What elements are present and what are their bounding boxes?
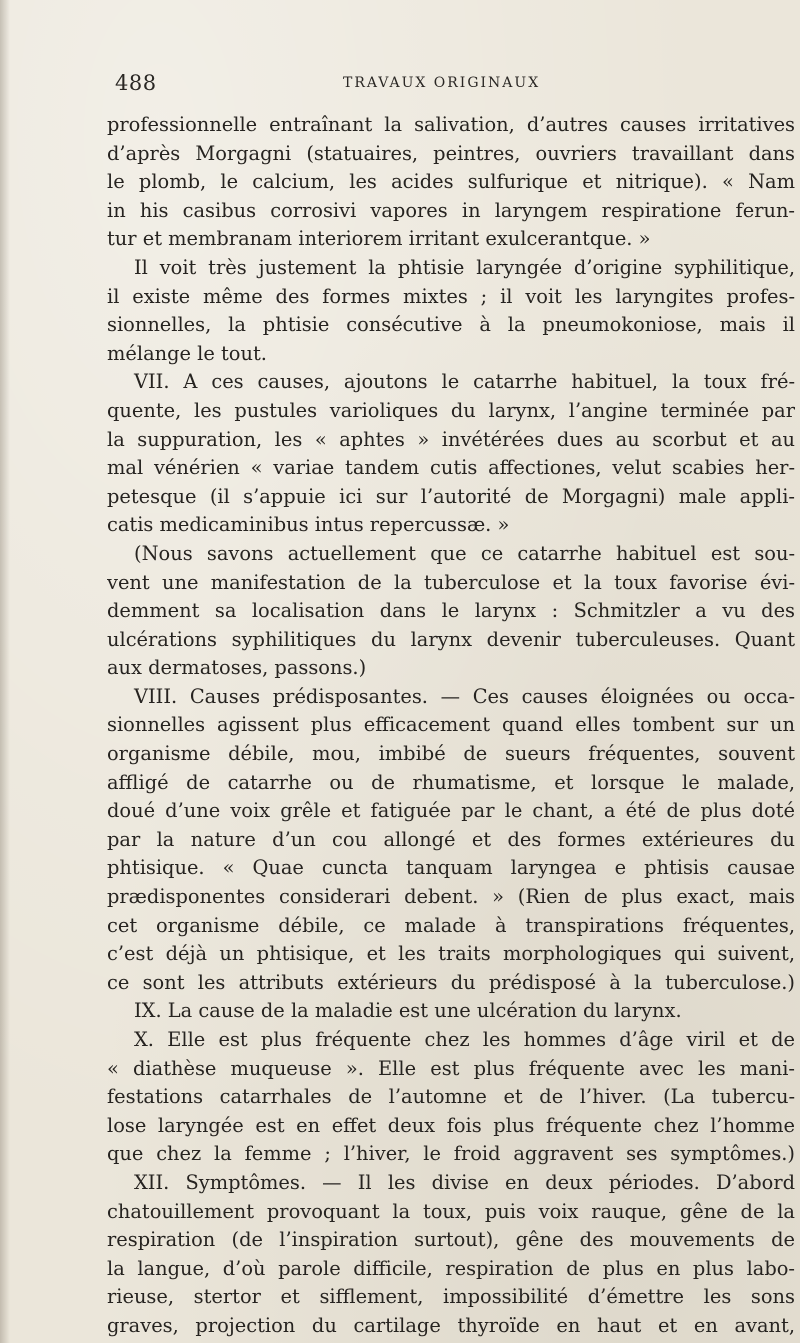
text-line: [107, 368, 795, 397]
text-line: [107, 826, 795, 855]
text-segment: la suppuration, les « aphtes » invétérées dues au scorbut et au: [107, 427, 795, 451]
text-line: [107, 540, 795, 569]
text-line: [107, 454, 795, 483]
text-segment: catis medicaminibus intus repercussæ. »: [107, 513, 510, 537]
text-segment: cet organisme débile, ce malade à transpirations fréquentes,: [107, 913, 795, 937]
text-line: [107, 1283, 795, 1312]
text-line: [107, 883, 795, 912]
text-line: [107, 940, 795, 969]
text-segment: que chez la femme ; l’hiver, le froid aggravent ses symptômes.): [107, 1142, 795, 1166]
text-segment: il existe même des formes mixtes ; il voit les laryngites profes-: [107, 284, 795, 308]
text-line: [107, 1140, 795, 1169]
text-line: [107, 1026, 795, 1055]
text-segment: prædisponentes considerari debent. » (Rien de plus exact, mais: [107, 885, 795, 909]
text-segment: tur et membranam interiorem irritant exulcerantque. »: [107, 227, 651, 251]
text-segment: vent une manifestation de la tuberculose et la toux favorise évi-: [107, 570, 795, 594]
text-segment: par la nature d’un cou allongé et des formes extérieures du: [107, 827, 795, 851]
text-line: [107, 597, 795, 626]
text-segment: affligé de catarrhe ou de rhumatisme, et lorsque le malade,: [107, 770, 795, 794]
text-segment: (Nous savons actuellement que ce catarrhe habituel est sou-: [134, 541, 795, 565]
running-title: TRAVAUX ORIGINAUX: [343, 75, 541, 91]
italic-text: Symptômes.: [185, 1170, 306, 1194]
text-segment: rieuse, stertor et sifflement, impossibilité d’émettre les sons: [107, 1285, 795, 1309]
text-line: [107, 168, 795, 197]
text-line: [107, 311, 795, 340]
text-segment: demment sa localisation dans le larynx : Schmitzler a vu des: [107, 599, 795, 623]
text-line: [107, 626, 795, 655]
italic-text: catarrhe habituel, la toux fré-: [473, 370, 795, 394]
text-segment: organisme débile, mou, imbibé de sueurs fréquentes, souvent: [107, 742, 795, 766]
text-segment: in his casibus corrosivi vapores in laryngem respiratione ferun-: [107, 198, 795, 222]
text-line: [107, 426, 795, 455]
text-line: [107, 1312, 795, 1341]
text-line: [107, 483, 795, 512]
text-line: [107, 769, 795, 798]
text-line: [107, 969, 795, 998]
body-text: [107, 111, 795, 1341]
text-line: [107, 511, 795, 540]
text-line: [107, 740, 795, 769]
text-line: [107, 140, 795, 169]
text-segment: X. Elle est plus fréquente chez les hommes d’âge viril et de: [134, 1028, 795, 1051]
text-line: [107, 1055, 795, 1084]
text-segment: professionnelle entraînant la salivation, d’autres causes irritatives: [107, 113, 795, 136]
text-segment: c’est: [107, 942, 166, 966]
text-line: [107, 654, 795, 683]
text-segment: — Il les divise en deux périodes. D’abord: [305, 1170, 795, 1194]
text-segment: IX. La cause de la maladie est une ulcération du larynx.: [134, 999, 682, 1023]
text-line: [107, 912, 795, 941]
text-segment: sionnelles, la phtisie consécutive à la pneumokoniose, mais il: [107, 313, 795, 337]
text-line: [107, 197, 795, 226]
text-segment: un phtisique, et les traits morphologiques qui suivent,: [207, 942, 795, 966]
text-segment: graves, projection du cartilage thyroïde en haut et en avant,: [107, 1313, 795, 1337]
text-segment: aux dermatoses, passons.): [107, 656, 367, 680]
text-segment: VII. A ces causes, ajoutons le: [134, 370, 474, 394]
text-line: [107, 340, 795, 369]
text-segment: sionnelles agissent plus efficacement quand elles tombent sur un: [107, 713, 795, 737]
text-line: [107, 111, 795, 140]
text-line: [107, 254, 795, 283]
text-segment: petesque (il s’appuie ici sur l’autorité de Morgagni) male appli-: [107, 484, 795, 508]
text-segment: ulcérations syphilitiques du larynx devenir tuberculeuses. Quant: [107, 627, 795, 651]
text-segment: — Ces causes éloignées ou occa-: [427, 684, 795, 708]
text-segment: les pustules varioliques du larynx, l’angine terminée par: [181, 398, 795, 422]
text-segment: chatouillement provoquant la toux, puis voix rauque, gêne de la: [107, 1199, 795, 1223]
text-segment: XII.: [134, 1170, 186, 1194]
page-edge-shadow: [0, 0, 10, 1343]
italic-text: déjà: [165, 942, 208, 966]
text-line: [107, 569, 795, 598]
text-segment: Il voit très justement la phtisie laryngée d’origine syphilitique,: [134, 255, 795, 279]
text-segment: « diathèse muqueuse ». Elle est plus fréquente avec les mani-: [107, 1056, 795, 1080]
text-segment: VIII.: [134, 684, 190, 708]
text-segment: respiration (de l’inspiration surtout), gêne des mouvements de: [107, 1228, 795, 1252]
text-line: [107, 1255, 795, 1284]
text-line: [107, 683, 795, 712]
italic-text: quente,: [107, 398, 182, 422]
page-number: 488: [115, 71, 157, 95]
text-line: [107, 225, 795, 254]
text-line: [107, 997, 795, 1026]
text-line: [107, 1169, 795, 1198]
text-line: [107, 1112, 795, 1141]
running-header: [115, 68, 575, 98]
text-segment: mélange le tout.: [107, 341, 267, 365]
text-line: [107, 797, 795, 826]
text-line: [107, 854, 795, 883]
text-line: [107, 1083, 795, 1112]
text-line: [107, 397, 795, 426]
text-segment: festations catarrhales de l’automne et de l’hiver. (La tubercu-: [107, 1085, 795, 1109]
text-line: [107, 1226, 795, 1255]
text-segment: phtisique. « Quae cuncta tanquam laryngea e phtisis causae: [107, 856, 795, 880]
text-segment: le plomb, le calcium, les acides sulfurique et nitrique). « Nam: [107, 170, 795, 194]
text-segment: la langue, d’où parole difficile, respiration de plus en plus labo-: [107, 1256, 795, 1280]
text-segment: mal vénérien « variae tandem cutis affectiones, velut scabies her-: [107, 456, 795, 480]
text-line: [107, 283, 795, 312]
text-segment: doué d’une voix grêle et fatiguée par le chant, a été de plus doté: [107, 799, 795, 823]
text-line: [107, 1198, 795, 1227]
italic-text: Causes prédisposantes.: [189, 684, 428, 708]
text-segment: lose laryngée est en effet deux fois plus fréquente chez l’homme: [107, 1113, 795, 1137]
text-segment: d’après Morgagni (statuaires, peintres, ouvriers travaillant dans: [107, 141, 795, 165]
text-line: [107, 711, 795, 740]
text-segment: ce sont les attributs extérieurs du prédisposé à la tuberculose.): [107, 970, 795, 994]
